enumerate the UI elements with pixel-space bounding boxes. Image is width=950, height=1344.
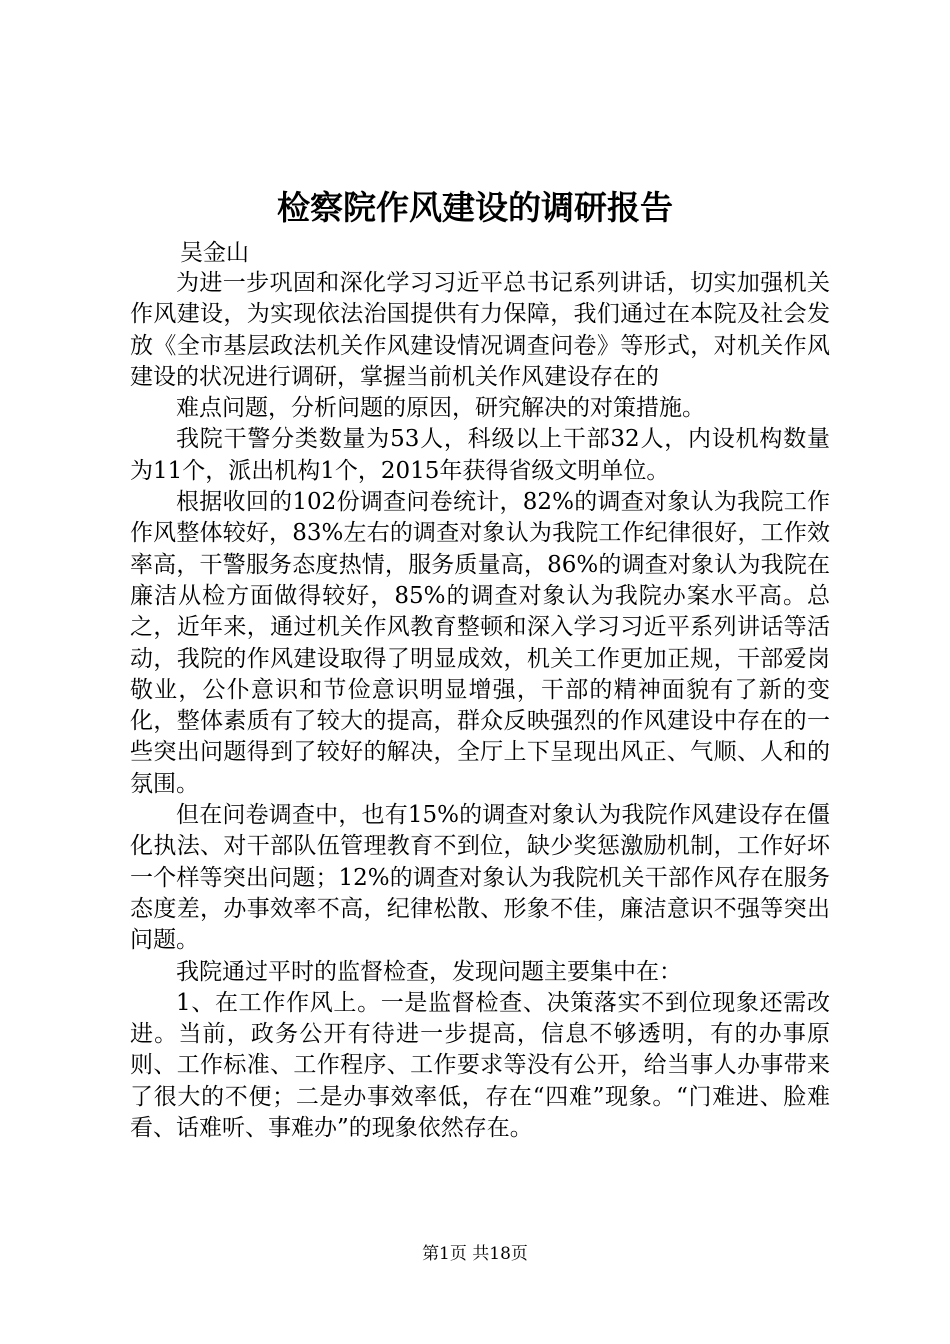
paragraph: 1、在工作作风上。一是监督检查、决策落实不到位现象还需改进。当前，政务公开有待进一步提高，信息不够透明，有的办事原则、工作标准、工作程序、工作要求等没有公开，给当事人办事带来了很大的不便；二是办事效率低，存在“四难”现象。“门难进、脸难看、话难听、事难办”的现象依然存在。 <box>130 989 830 1142</box>
page-footer: 第1页 共18页 <box>422 1244 528 1264</box>
paragraph: 根据收回的102份调查问卷统计，82%的调查对象认为我院工作作风整体较好，83%左右的调查对象认为我院工作纪律很好，工作效率高，干警服务态度热情，服务质量高，86%的调查对象认为我院在廉洁从检方面做得较好，85%的调查对象认为我院办案水平高。总之，近年来，通过机关作风教育整顿和深入学习习近平系列讲话等活动，我院的作风建设取得了明显成效，机关工作更加正规，干部爱岗敬业，公仆意识和节俭意识明显增强，干部的精神面貌有了新的变化，整体素质有了较大的提高，群众反映强烈的作风建设中存在的一些突出问题得到了较好的解决，全厅上下呈现出风正、气顺、人和的氛围。 <box>130 489 830 797</box>
paragraph: 为进一步巩固和深化学习习近平总书记系列讲话，切实加强机关作风建设，为实现依法治国提供有力保障，我们通过在本院及社会发放《全市基层政法机关作风建设情况调查问卷》等形式，对机关作风建设的状况进行调研，掌握当前机关作风建设存在的 <box>130 270 830 390</box>
author-name: 吴金山 <box>180 240 249 266</box>
paragraph: 难点问题，分析问题的原因，研究解决的对策措施。 <box>176 395 705 422</box>
document-body <box>130 268 830 1144</box>
paragraph: 但在问卷调查中，也有15%的调查对象认为我院作风建设存在僵化执法、对干部队伍管理教育不到位，缺少奖惩激励机制，工作好坏一个样等突出问题；12%的调查对象认为我院机关干部作风存在服务态度差，办事效率不高，纪律松散、形象不佳，廉洁意识不强等突出问题。 <box>130 802 830 954</box>
paragraph: 我院干警分类数量为53人，科级以上干部32人，内设机构数量为11个，派出机构1个，2015年获得省级文明单位。 <box>130 426 830 484</box>
paragraph: 我院通过平时的监督检查，发现问题主要集中在： <box>176 958 682 985</box>
document-title: 检察院作风建设的调研报告 <box>277 188 673 227</box>
